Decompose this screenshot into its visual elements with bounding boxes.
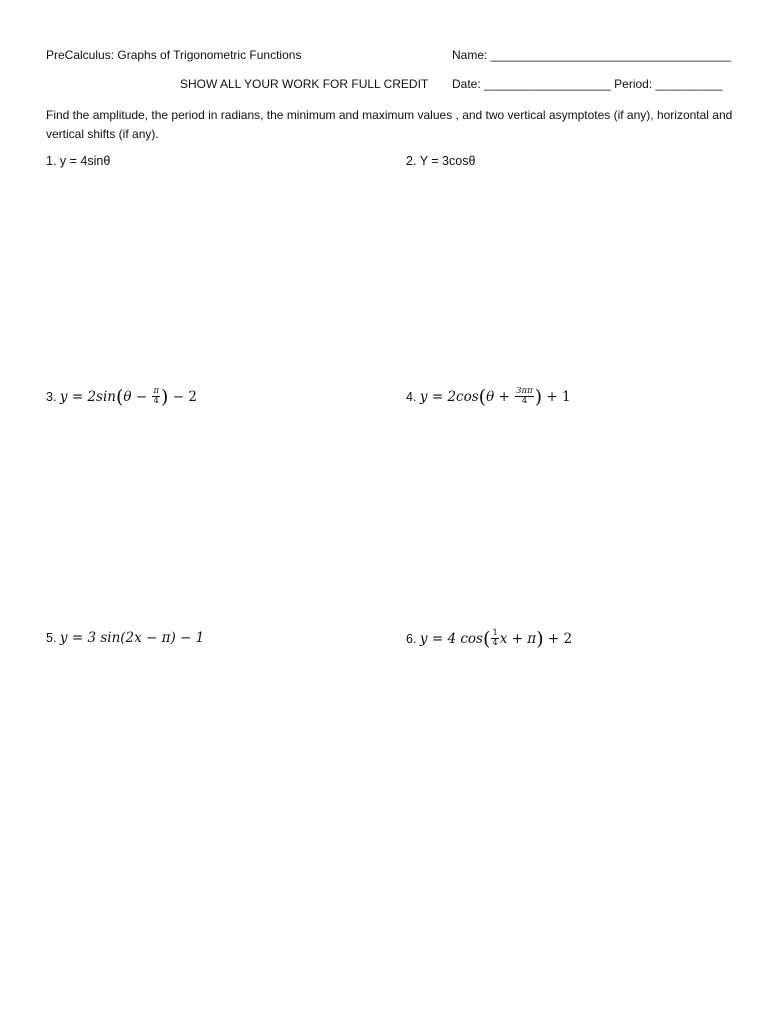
problem-3	[46, 388, 197, 407]
problem-expression	[419, 386, 571, 408]
expression-tail: − 2	[172, 389, 197, 405]
expression-inner: θ −	[123, 389, 148, 405]
problem-number: 2.	[406, 154, 417, 168]
fraction	[515, 387, 534, 406]
problem-number: 4.	[406, 390, 417, 404]
fraction-denominator: 4	[521, 396, 528, 406]
problem-expression	[59, 386, 197, 408]
expression-lead: y = 4 cos	[419, 631, 483, 647]
fraction-numerator: 1	[492, 628, 498, 638]
problem-4	[406, 388, 571, 407]
instructions: Find the amplitude, the period in radians, the minimum and maximum values , and two vertical asymptotes (if any), horizontal and vertical shifts (if any).	[46, 108, 733, 141]
problem-number: 5.	[46, 631, 57, 645]
problem-number: 1.	[46, 154, 57, 168]
expression-lead: y = 2cos	[419, 389, 479, 405]
fraction-numerator: π	[153, 386, 160, 396]
fraction-denominator: 4	[153, 396, 159, 406]
close-paren: )	[534, 386, 543, 408]
problem-expression: y = 4sinθ	[59, 154, 111, 168]
close-paren: )	[536, 628, 544, 650]
problem-expression	[419, 628, 573, 650]
name-field[interactable]: Name: ____________________________________	[452, 48, 731, 62]
expression-inner: θ +	[486, 389, 510, 405]
problem-expression: y = 3 sin(2x − π) − 1	[59, 630, 205, 646]
problem-number: 3.	[46, 390, 57, 404]
open-paren: (	[115, 386, 124, 408]
expression-lead: y = 2sin	[59, 389, 116, 405]
fraction	[152, 387, 160, 406]
problem-6	[406, 630, 572, 649]
fraction-numerator: 3ππ	[516, 386, 533, 396]
problem-5	[46, 630, 204, 646]
expression-inner: x + π	[499, 631, 537, 647]
open-paren: (	[482, 628, 491, 650]
open-paren: (	[478, 386, 487, 408]
expression-tail: + 1	[546, 389, 571, 405]
worksheet-title: PreCalculus: Graphs of Trigonometric Functions	[46, 48, 302, 62]
problem-expression: Y = 3cosθ	[419, 154, 476, 168]
show-work-notice: SHOW ALL YOUR WORK FOR FULL CREDIT	[180, 77, 429, 91]
problem-1	[46, 154, 110, 168]
close-paren: )	[161, 386, 169, 408]
fraction	[491, 629, 498, 648]
problem-2	[406, 154, 475, 168]
expression-tail: + 2	[547, 631, 573, 647]
date-period-field[interactable]: Date: ___________________ Period: __________	[452, 77, 723, 91]
fraction-denominator: 4	[492, 638, 498, 648]
problem-number: 6.	[406, 632, 417, 646]
